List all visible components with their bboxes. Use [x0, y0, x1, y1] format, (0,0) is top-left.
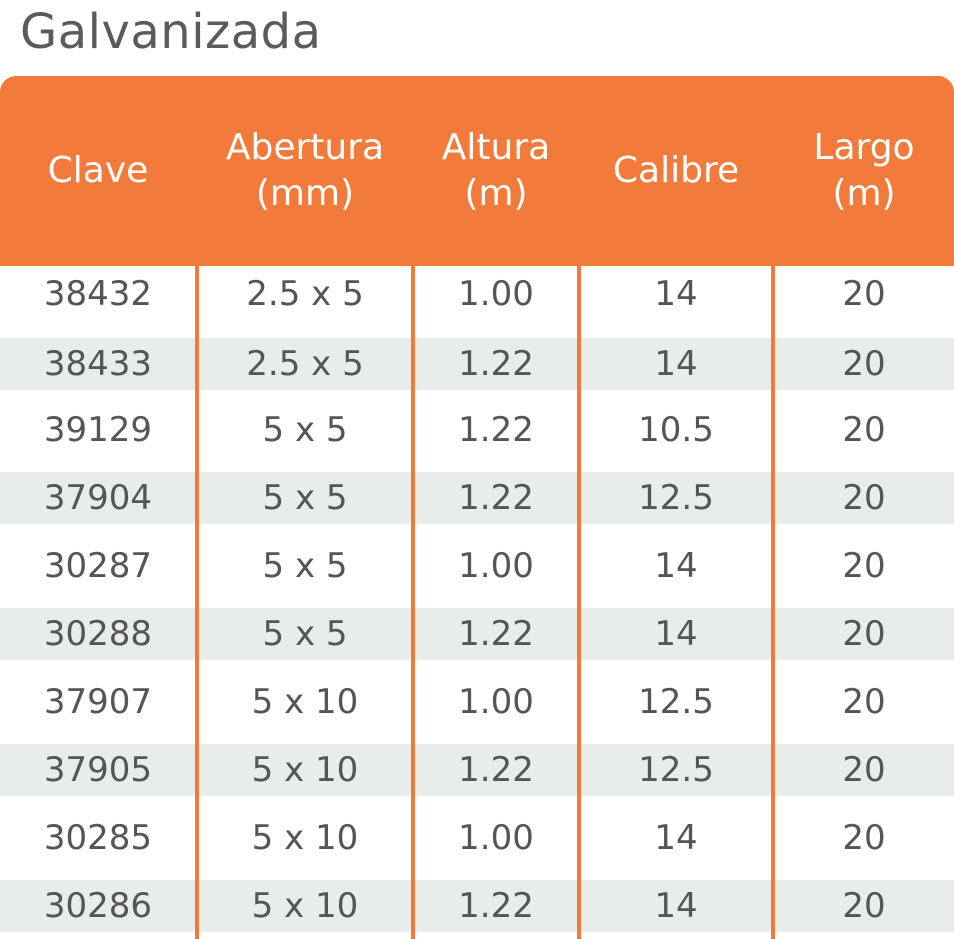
- cell-altura: 1.00: [458, 682, 534, 722]
- header-clave: [0, 76, 196, 266]
- cell-largo: 20: [842, 682, 886, 722]
- header-unit: (m): [832, 173, 896, 214]
- cell-clave: 37904: [43, 478, 153, 518]
- table-row: [0, 744, 954, 796]
- column-divider: [195, 266, 199, 939]
- cell-altura: 1.22: [458, 614, 534, 654]
- cell-largo: 20: [842, 886, 886, 926]
- cell-calibre: 14: [654, 546, 698, 586]
- cell-abertura: 5 x 5: [262, 478, 348, 518]
- cell-clave: 37905: [43, 750, 153, 790]
- cell-calibre: 14: [654, 344, 698, 384]
- cell-largo: 20: [842, 410, 886, 450]
- cell-largo: 20: [842, 750, 886, 790]
- cell-altura: 1.00: [458, 274, 534, 314]
- cell-clave: 39129: [43, 410, 153, 450]
- cell-altura: 1.22: [458, 478, 534, 518]
- cell-abertura: 2.5 x 5: [246, 344, 364, 384]
- cell-largo: 20: [842, 614, 886, 654]
- cell-calibre: 14: [654, 614, 698, 654]
- table-row: [0, 404, 954, 456]
- cell-clave: 38432: [43, 274, 153, 314]
- cell-largo: 20: [842, 274, 886, 314]
- header-unit: (mm): [255, 173, 355, 214]
- table-row: [0, 812, 954, 864]
- table-row: [0, 338, 954, 390]
- cell-largo: 20: [842, 478, 886, 518]
- product-table: [0, 76, 954, 939]
- cell-altura: 1.22: [458, 410, 534, 450]
- header-label: Clave: [47, 150, 149, 191]
- cell-calibre: 14: [654, 818, 698, 858]
- cell-abertura: 5 x 10: [251, 750, 359, 790]
- cell-calibre: 10.5: [638, 410, 714, 450]
- table-row: [0, 608, 954, 660]
- column-divider: [411, 266, 415, 939]
- cell-abertura: 5 x 10: [251, 818, 359, 858]
- header-calibre: [580, 76, 772, 266]
- header-label: Altura: [441, 127, 551, 168]
- page-title: Galvanizada: [20, 4, 322, 60]
- cell-clave: 30286: [43, 886, 153, 926]
- cell-abertura: 5 x 10: [251, 682, 359, 722]
- table-row: [0, 676, 954, 728]
- column-divider: [771, 266, 775, 939]
- header-label: Abertura: [225, 127, 385, 168]
- cell-clave: 30285: [43, 818, 153, 858]
- cell-altura: 1.22: [458, 886, 534, 926]
- cell-largo: 20: [842, 546, 886, 586]
- cell-altura: 1.22: [458, 344, 534, 384]
- cell-clave: 30288: [43, 614, 153, 654]
- header-label: Calibre: [612, 150, 740, 191]
- cell-calibre: 14: [654, 274, 698, 314]
- cell-largo: 20: [842, 344, 886, 384]
- header-unit: (m): [464, 173, 528, 214]
- cell-clave: 30287: [43, 546, 153, 586]
- table-row: [0, 880, 954, 932]
- cell-abertura: 5 x 5: [262, 410, 348, 450]
- header-altura: [414, 76, 578, 266]
- cell-largo: 20: [842, 818, 886, 858]
- cell-calibre: 12.5: [638, 750, 714, 790]
- cell-clave: 38433: [43, 344, 153, 384]
- table-row: [0, 472, 954, 524]
- cell-calibre: 14: [654, 886, 698, 926]
- table-row: [0, 268, 954, 320]
- cell-abertura: 5 x 5: [262, 546, 348, 586]
- header-abertura: [198, 76, 412, 266]
- cell-altura: 1.00: [458, 546, 534, 586]
- cell-altura: 1.00: [458, 818, 534, 858]
- cell-abertura: 2.5 x 5: [246, 274, 364, 314]
- cell-abertura: 5 x 10: [251, 886, 359, 926]
- cell-calibre: 12.5: [638, 682, 714, 722]
- cell-calibre: 12.5: [638, 478, 714, 518]
- cell-abertura: 5 x 5: [262, 614, 348, 654]
- header-largo: [774, 76, 954, 266]
- table-row: [0, 540, 954, 592]
- cell-clave: 37907: [43, 682, 153, 722]
- cell-altura: 1.22: [458, 750, 534, 790]
- table-header: [0, 76, 954, 266]
- column-divider: [577, 266, 581, 939]
- header-label: Largo: [813, 127, 915, 168]
